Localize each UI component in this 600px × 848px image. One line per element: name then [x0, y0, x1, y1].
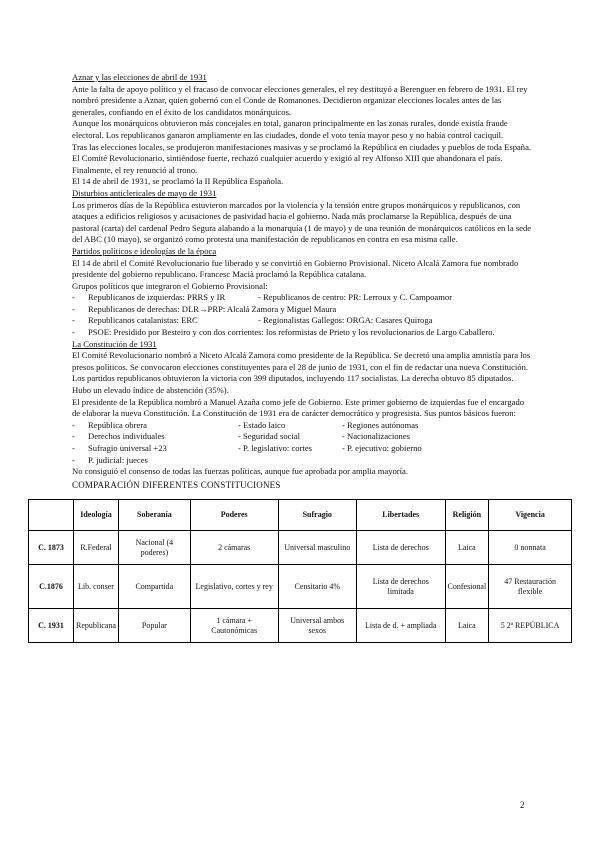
- table-cell: Republicana: [74, 609, 119, 643]
- list-item-text: - Seguridad social: [238, 431, 301, 442]
- table-cell: 2 cámaras: [190, 531, 278, 565]
- table-header-cell: Sufragio: [278, 500, 356, 531]
- list-item-text: - Regionalistas Gallegos: ORGA: Casares Quiroga: [258, 315, 433, 326]
- paragraph: El 14 de abril el Comité Revolucionario fue liberado y se convirtió en Gobierno Provisional. Niceto Alcalá Zamora fue nombrado presidente del gobierno republicano. Francesc Macià proclamó la República catalana.: [72, 257, 519, 280]
- table-cell: 5 2ª REPÚBLICA: [489, 609, 572, 643]
- list-item: [72, 420, 532, 432]
- list-item-text: - Sufragio universal +23: [88, 443, 167, 453]
- list-item-text: - P. legislativo: cortes: [238, 443, 312, 453]
- paragraph: Ante la falta de apoyo político y el fracaso de convocar elecciones generales, el rey destituyó a Berenguer en febrero de 1931. El rey nombró presidente a Aznar, quien gobernó con el Conde de Romanones. Decidieron organizar elecciones locales antes de las generales, confiando en el éxito de los candidatos monárquicos.: [72, 83, 528, 117]
- constitutions-table: [28, 499, 572, 643]
- list-item-text: - Regiones autónomas: [342, 419, 419, 430]
- paragraph: Aunque los monárquicos obtuvieron más concejales en total, ganaron principalmente en las zonas rurales, donde existía fraude electoral. Los republicanos ganaron ampliamente en las ciudades, donde el voto tenía mayor peso y no había control caciquil.: [72, 118, 508, 140]
- list-item-text: - Republicanos catalanistas: ERC: [88, 315, 198, 326]
- paragraph: El presidente de la República nombró a Manuel Azaña como jefe de Gobierno. Este primer gobierno de izquierdas fue el encargado de elaborar la nueva Constitución. La Constitución de 1931 era de carácter democrático y progresista. Sus puntos básicos fueron:: [72, 396, 525, 419]
- table-header-row: [29, 500, 572, 531]
- table-cell: Universal masculino: [278, 531, 356, 565]
- table-cell: R.Federal: [74, 531, 119, 565]
- list-item: - PSOE: Presidido por Besteiro y con dos corrientes: los reformistas de Prieto y los revolucionarios de Largo Caballero.: [72, 327, 532, 339]
- table-row: [29, 565, 572, 609]
- table-row: [29, 609, 572, 643]
- list-item: - P. judicial: jueces: [72, 455, 532, 467]
- table-cell: Laica: [445, 531, 489, 565]
- table-cell: 0 nonnata: [489, 531, 572, 565]
- table-cell: 1 cámara + Cautonómicas: [190, 609, 278, 643]
- table-cell: C.1876: [29, 565, 74, 609]
- constitution-points-list: [72, 420, 532, 466]
- table-header-cell: Vigencia: [489, 500, 572, 531]
- list-item-text: - Nacionalizaciones: [342, 431, 410, 442]
- parties-list: [72, 292, 532, 338]
- table-cell: Lista de derechos limitada: [356, 565, 445, 609]
- paragraph: No consiguió el consenso de todas las fuerzas políticas, aunque fue aprobada por amplia mayoría.: [72, 466, 409, 477]
- document-body: [38, 72, 560, 643]
- paragraph: Tras las elecciones locales, se produjeron manifestaciones masivas y se proclamó la República en ciudades y pueblos de toda España. El Comité Revolucionario, sintiéndose fuerte, rechazó cualquier acuerdo y exigió al rey Alfonso XIII que abandonara el país. Finalmente, el rey renunció al trono.: [72, 141, 532, 175]
- table-cell: Universal ambos sexos: [278, 609, 356, 643]
- table-cell: Legislativo, cortes y rey: [190, 565, 278, 609]
- paragraph: El Comité Revolucionario nombró a Niceto Alcalá Zamora como presidente de la República. Se decretó una amplia amnistía para los presos políticos. Se convocaron elecciones constituyentes para el 28 de junio de 1931, con el fin de redactar una nueva Constitución.: [72, 350, 531, 372]
- list-item-text: - Derechos individuales: [88, 431, 165, 442]
- table-cell: Popular: [118, 609, 190, 643]
- table-cell: Confesional: [445, 565, 489, 609]
- table-header-cell: Libertades: [356, 500, 445, 531]
- table-cell: Lista de d. + ampliada: [356, 609, 445, 643]
- table-header-cell: Poderes: [190, 500, 278, 531]
- page-number: 2: [520, 800, 525, 810]
- list-item: [72, 292, 532, 304]
- table-header-cell: Ideología: [74, 500, 119, 531]
- table-cell: Lista de derechos: [356, 531, 445, 565]
- list-item: - Republicanos de derechas: DLR→PRP: Alcalá Zamora y Miguel Maura: [72, 304, 532, 316]
- section-title-disturbios: Disturbios anticlericales de mayo de 1931: [72, 187, 217, 198]
- table-cell: Lib. conser: [74, 565, 119, 609]
- table-cell: Compartida: [118, 565, 190, 609]
- table-cell: Censitario 4%: [278, 565, 356, 609]
- paragraph: Los primeros días de la República estuvieron marcados por la violencia y la tensión entre grupos monárquicos y republicanos, con ataques a edificios religiosos y acusaciones de pasividad hacia el gobierno. Nada más proclamarse la República, después de una pastoral (carta) del cardenal Pedro Segura alabando a la monarquía (1 de mayo) y de una reunión de monárquicos católicos en la sede del ABC (10 mayo), se organizó como protesta una manifestación de republicanos en contra en esa misma calle.: [72, 199, 532, 245]
- list-item-text: - República obrera: [88, 419, 147, 430]
- paragraph: Los partidos republicanos obtuvieron la victoria con 399 diputados, incluyendo 117 socialistas. La derecha obtuvo 85 diputados. Hubo un elevado índice de abstención (35%).: [72, 373, 514, 396]
- list-item: [72, 315, 532, 327]
- table-cell: Nacional (4 poderes): [118, 531, 190, 565]
- section-title-partidos: Partidos políticos e ideologías de la época: [72, 245, 217, 256]
- table-header-cell: Religión: [445, 500, 489, 531]
- section-title-constitucion: La Constitución de 1931: [72, 338, 157, 349]
- table-header-cell: [29, 500, 74, 531]
- list-item: [72, 431, 532, 443]
- table-row: [29, 531, 572, 565]
- table-cell: C. 1931: [29, 609, 74, 643]
- section-title-aznar: Aznar y las elecciones de abril de 1931: [72, 72, 207, 82]
- paragraph: Grupos políticos que integraron el Gobierno Provisional:: [72, 280, 268, 291]
- paragraph: El 14 de abril de 1931, se proclamó la II República Española.: [72, 176, 284, 187]
- list-item-text: - P. ejecutivo: gobierno: [342, 443, 422, 453]
- comparison-title: COMPARACIÓN DIFERENTES CONSTITUCIONES: [72, 479, 281, 490]
- list-item: [72, 443, 532, 455]
- table-cell: Laica: [445, 609, 489, 643]
- list-item-text: - Estado laico: [238, 419, 286, 430]
- list-item-text: - Republicanos de izquierdas: PRRS y IR: [88, 292, 226, 303]
- table-cell: C. 1873: [29, 531, 74, 565]
- table-header-cell: Soberanía: [118, 500, 190, 531]
- table-cell: 47 Restauración flexible: [489, 565, 572, 609]
- list-item-text: - Republicanos de centro: PR: Lerroux y C. Campoamor: [258, 292, 453, 303]
